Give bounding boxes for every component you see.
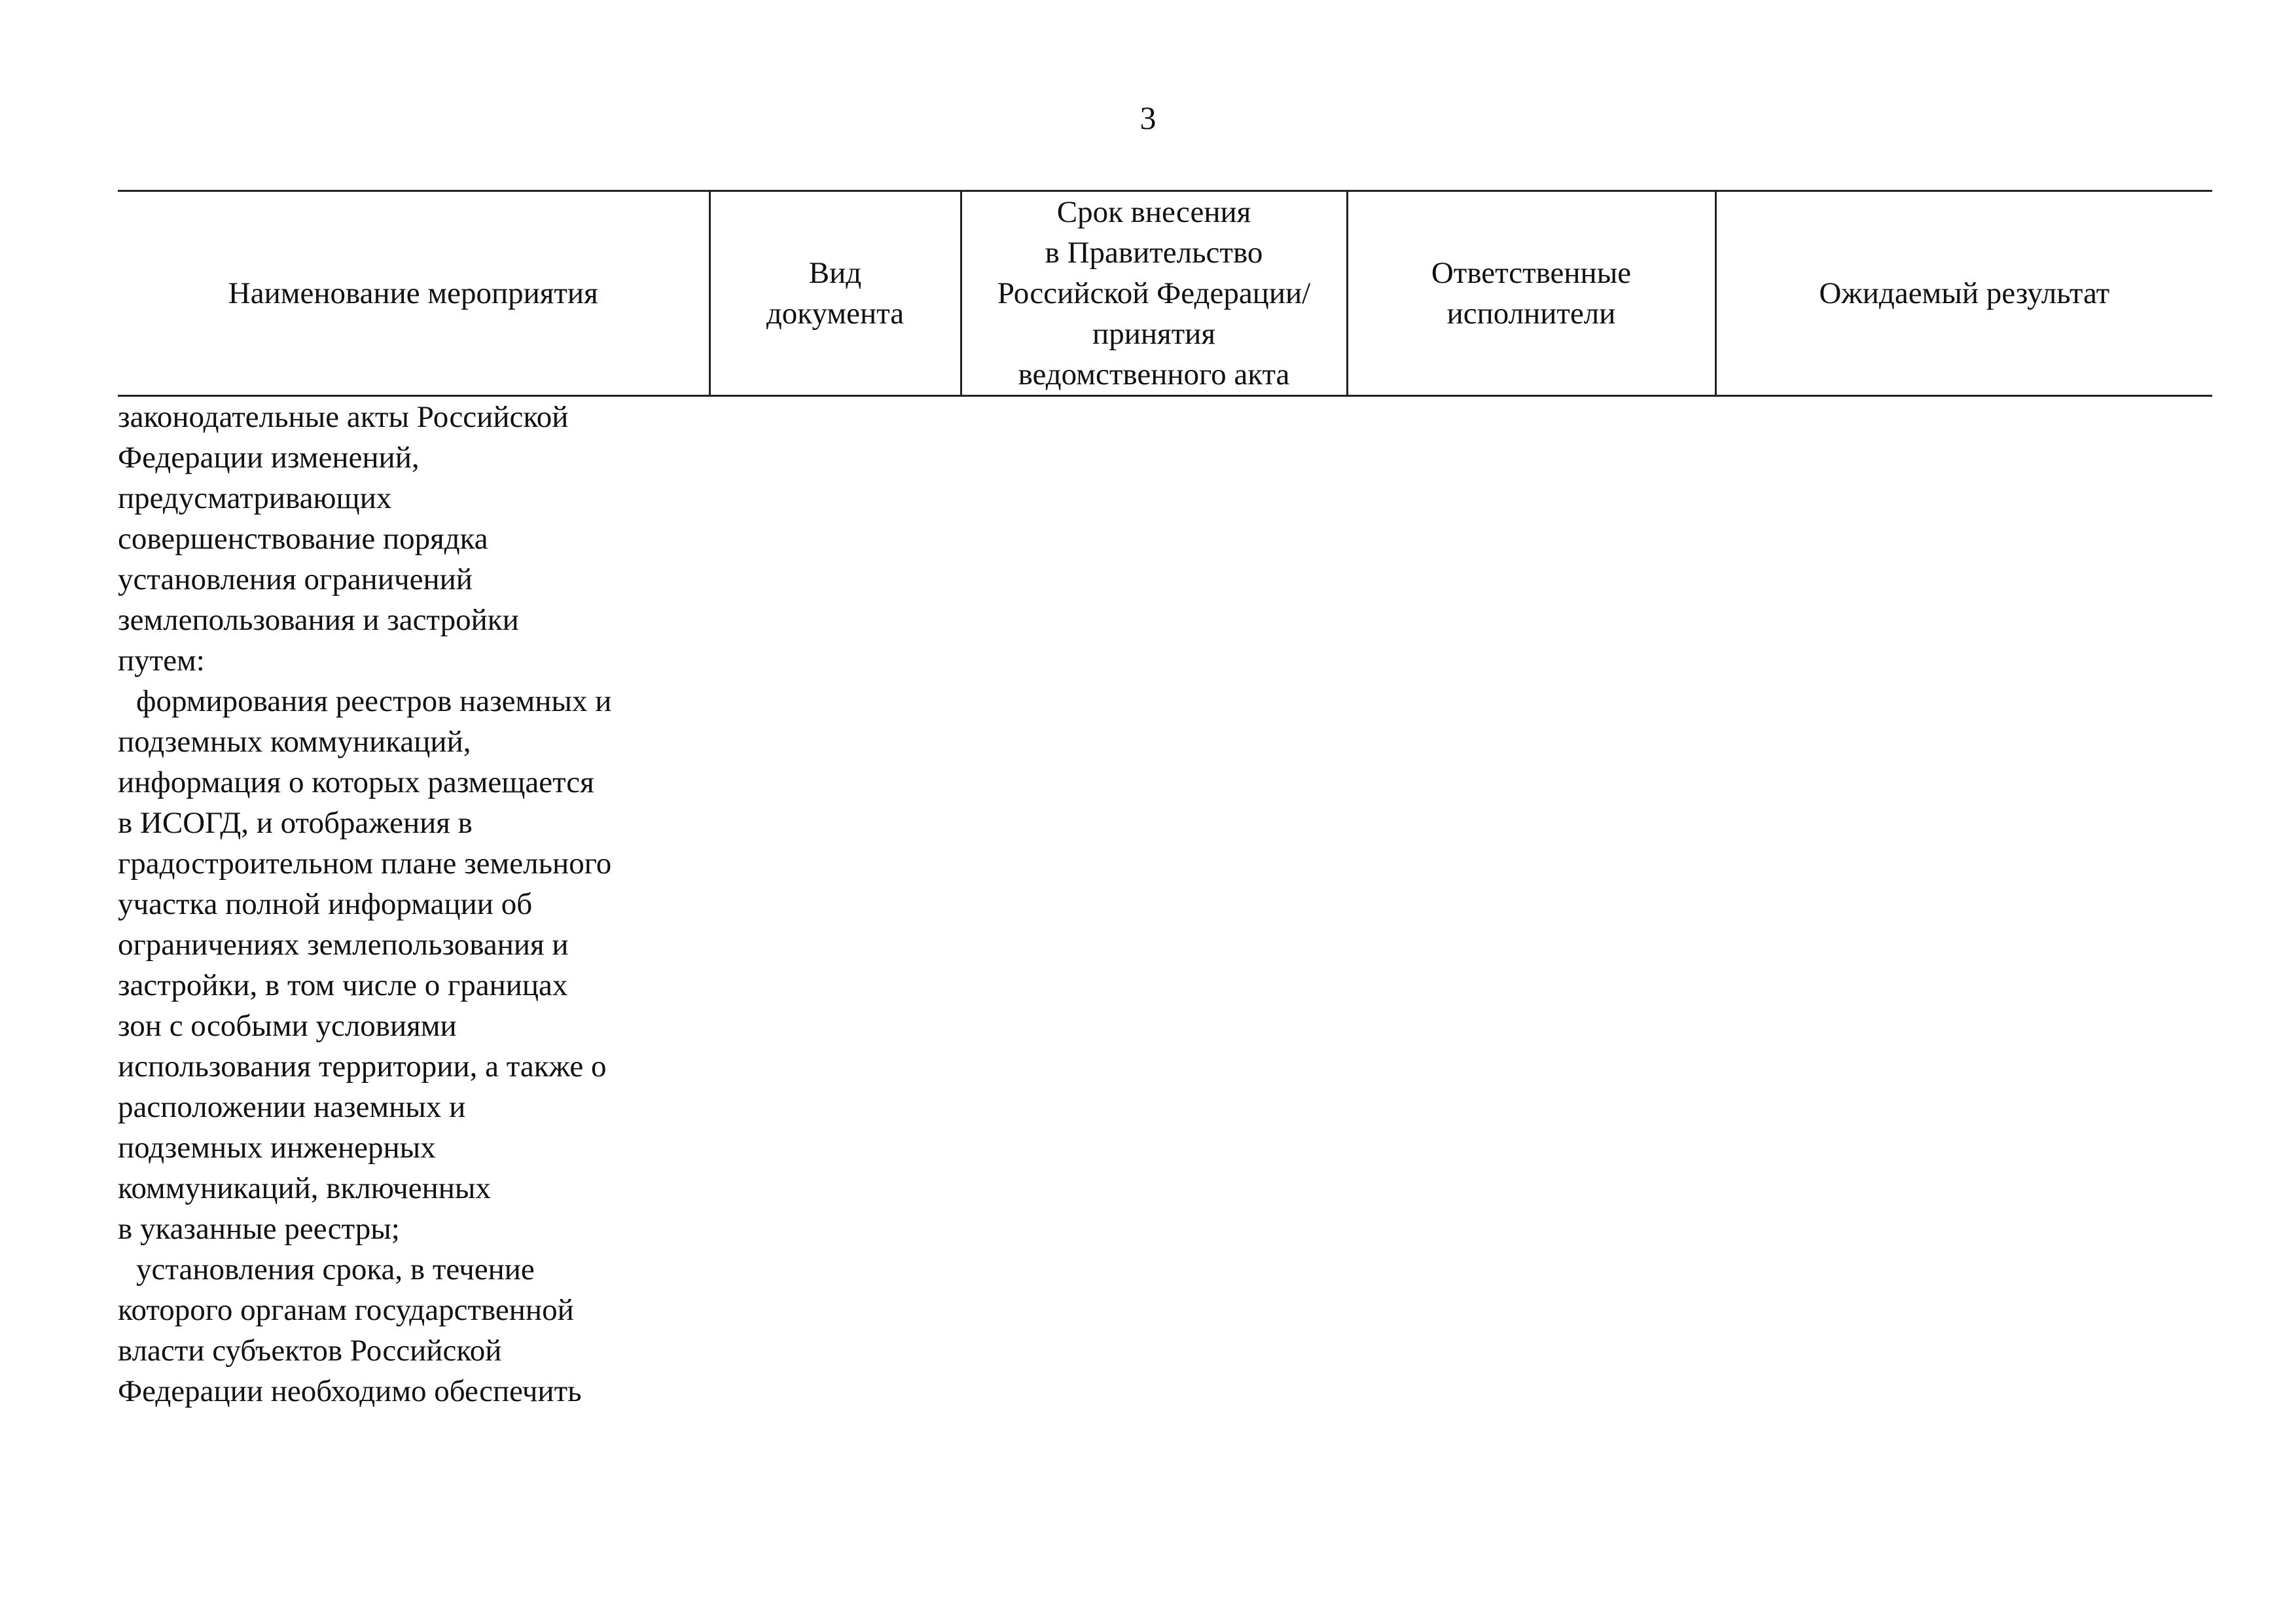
header-responsible-executors [1347,191,1715,396]
text-line: подземных коммуникаций, [118,725,471,759]
text-line: участка полной информации об [118,887,533,921]
cell-deadline [961,396,1347,1412]
text-line: Федерации изменений, [118,441,420,475]
cell-expected-result [1715,396,2212,1412]
text-line: законодательные акты Российской [118,400,569,434]
header-action-name-label: Наименование мероприятия [228,276,598,310]
header-line: исполнители [1446,297,1616,331]
header-line: документа [766,297,905,331]
text-line: установления ограничений [118,562,473,596]
header-deadline [961,191,1347,396]
text-line: в указанные реестры; [118,1212,400,1246]
header-line: Российской Федерации/ [997,276,1311,310]
header-line: Вид [808,256,862,290]
text-line: путем: [118,644,205,678]
header-line: Ответственные [1431,256,1632,290]
text-line: подземных инженерных [118,1131,436,1165]
header-line: в Правительство [1045,236,1263,270]
text-line: ограничениях землепользования и [118,928,569,962]
text-line: коммуникаций, включенных [118,1171,491,1205]
header-line: ведомственного акта [1018,357,1290,392]
text-line: зон с особыми условиями [118,1009,457,1043]
cell-action-name [118,396,709,1412]
header-line: Срок внесения [1056,195,1251,229]
table-row [118,396,2212,1412]
text-line: предусматривающих [118,481,392,515]
text-line: информация о которых размещается [118,765,594,799]
text-line: использования территории, а также о [118,1049,607,1084]
text-line: установления срока, в течение [136,1252,535,1286]
header-expected-result [1715,191,2212,396]
text-line: которого органам государственной [118,1293,574,1327]
text-line: застройки, в том числе о границах [118,968,568,1002]
header-action-name [118,191,709,396]
text-line: Федерации необходимо обеспечить [118,1374,582,1408]
header-document-type [709,191,961,396]
header-expected-result-label: Ожидаемый результат [1819,276,2110,310]
text-line: совершенствование порядка [118,522,488,556]
cell-responsible-executors [1347,396,1715,1412]
text-line: власти субъектов Российской [118,1334,502,1368]
page-number: 3 [1139,100,1157,136]
text-line: в ИСОГД, и отображения в [118,806,473,840]
header-line: принятия [1092,317,1215,351]
table-header-row [118,191,2212,396]
action-plan-table [118,190,2212,1412]
cell-document-type [709,396,961,1412]
text-line: формирования реестров наземных и [136,684,612,718]
text-line: градостроительном плане земельного [118,847,612,881]
text-line: землепользования и застройки [118,603,519,637]
text-line: расположении наземных и [118,1090,466,1124]
